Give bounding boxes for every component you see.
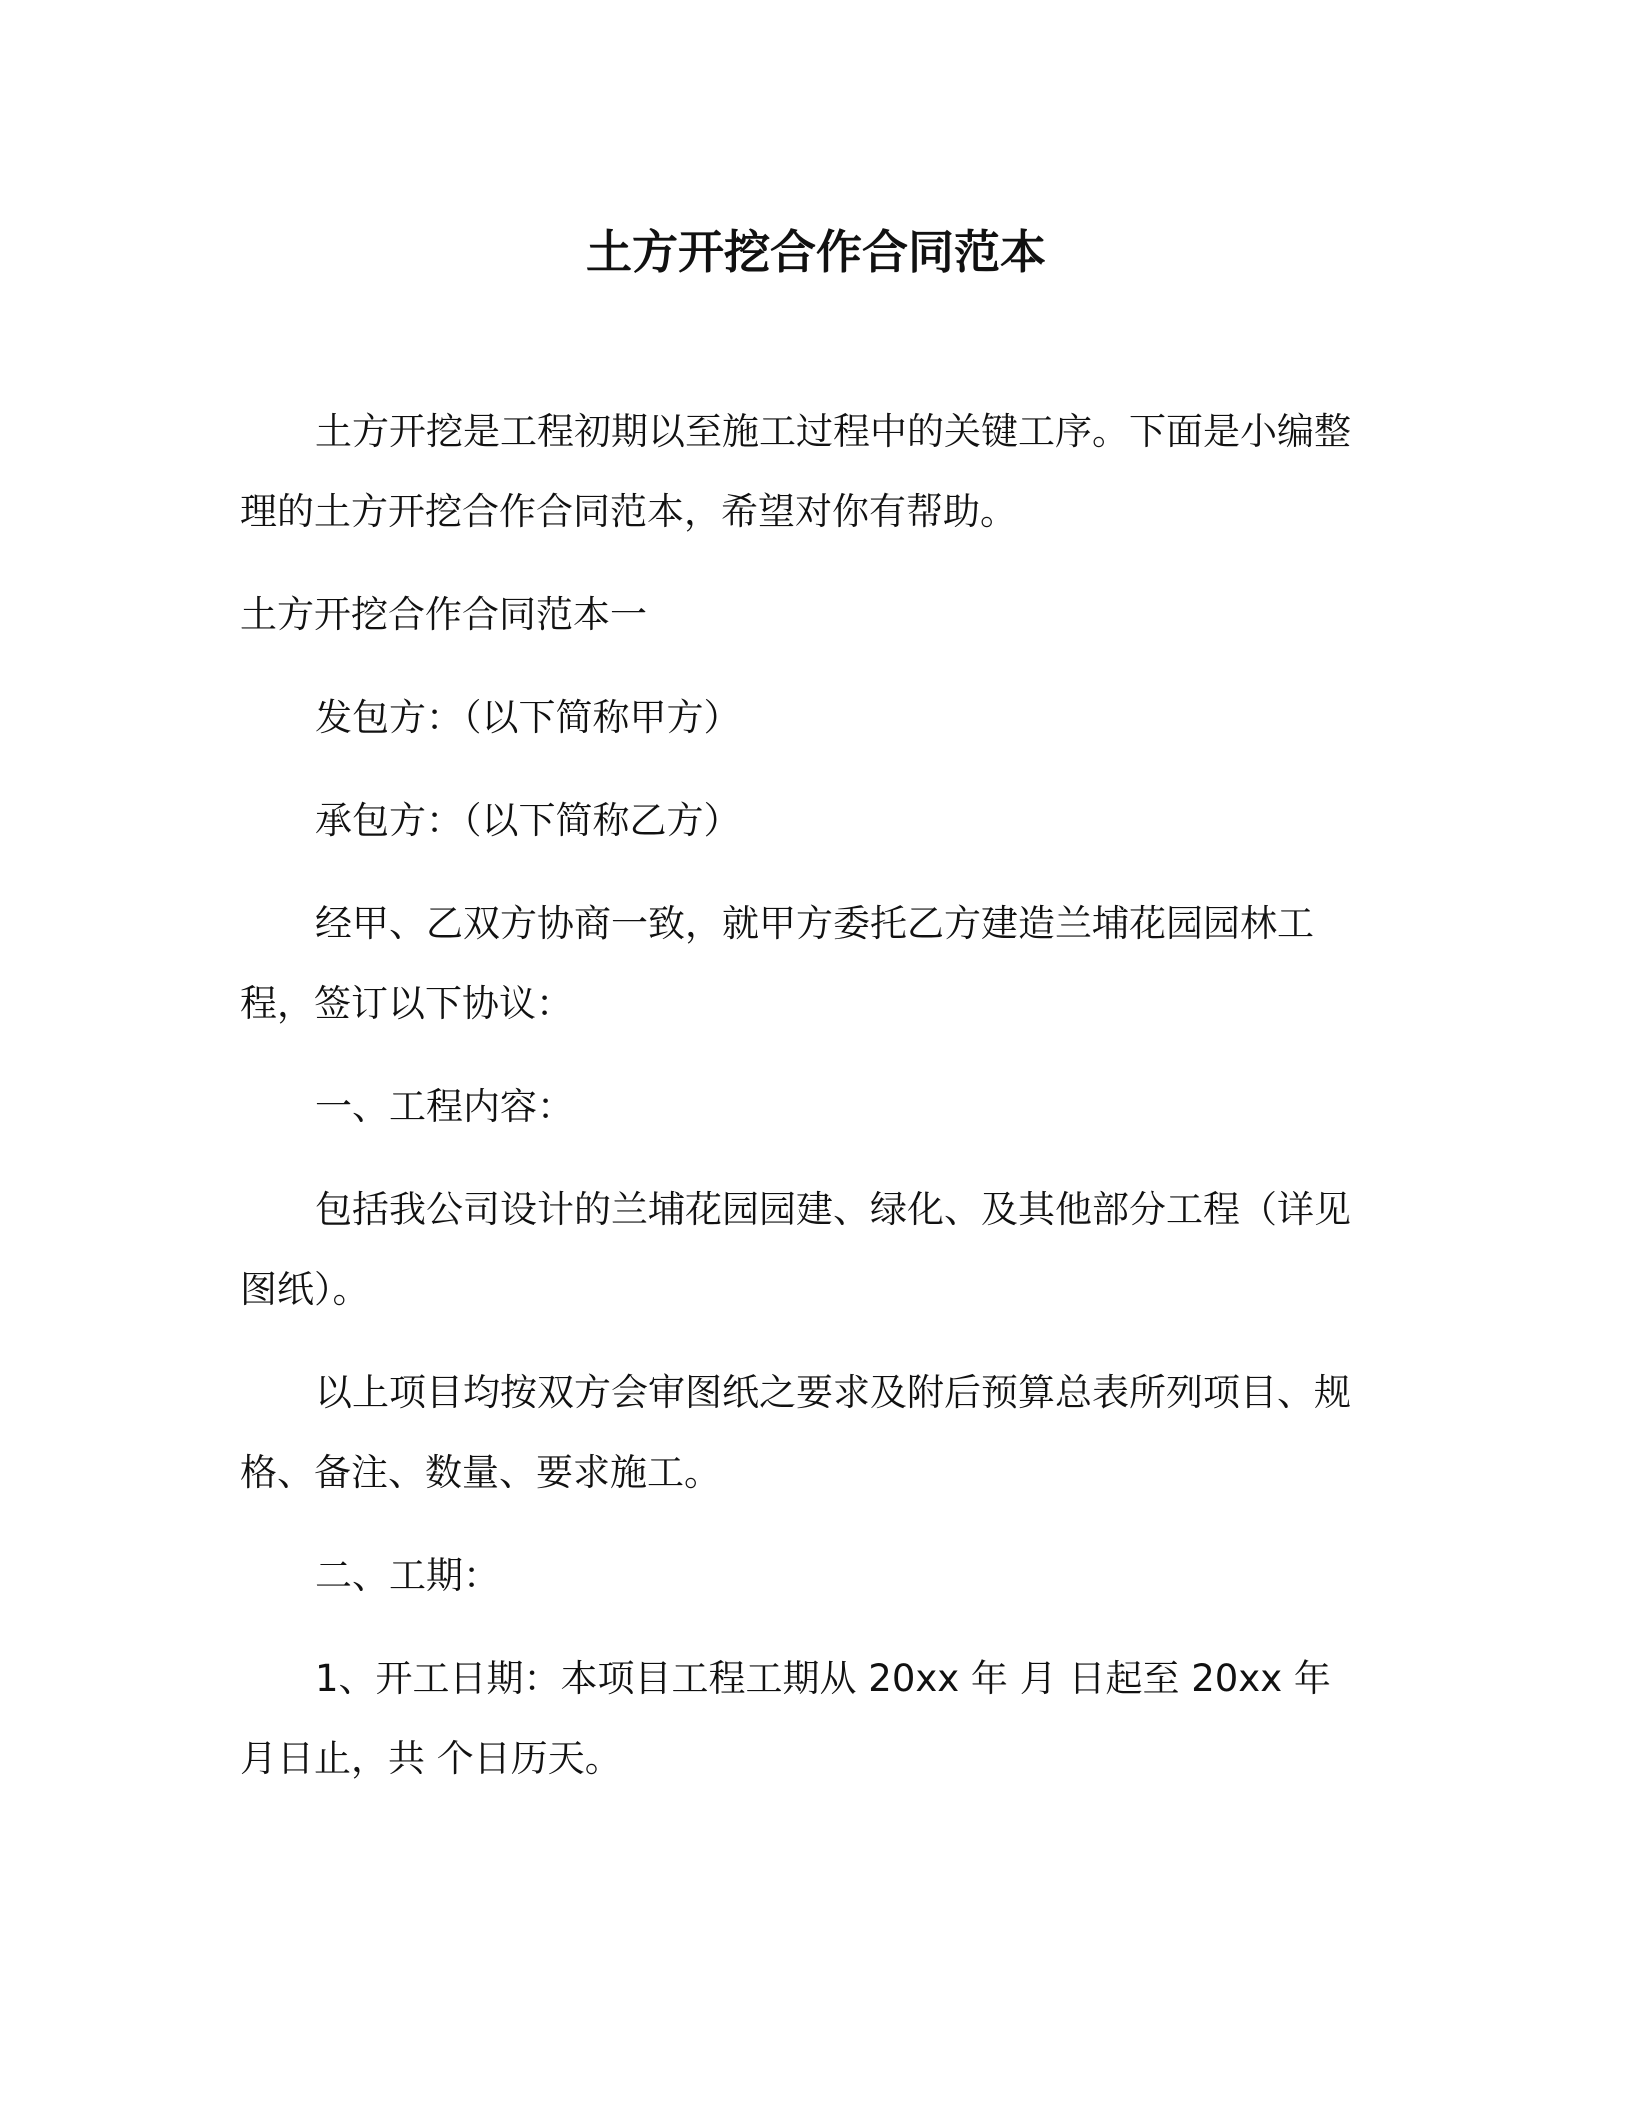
- document-title: 土方开挖合作合同范本: [586, 225, 1046, 279]
- paragraph-party-b: 承包方：（以下简称乙方）: [315, 799, 741, 842]
- paragraph-content-scope: 包括我公司设计的兰埔花园园建、绿化、及其他部分工程（详见图纸）。: [240, 1188, 1351, 1311]
- clause-heading-content: 一、工程内容：: [315, 1085, 574, 1128]
- paragraph-intro: 土方开挖是工程初期以至施工过程中的关键工序。下面是小编整理的土方开挖合作合同范本，希望对你有帮助。: [240, 410, 1351, 533]
- paragraph-start-date: 1、开工日期：本项目工程工期从 20xx 年 月 日起至 20xx 年 月日止，共 个日历天。: [240, 1657, 1331, 1780]
- paragraph-content-requirements: 以上项目均按双方会审图纸之要求及附后预算总表所列项目、规格、备注、数量、要求施工。: [240, 1371, 1351, 1494]
- section-heading: 土方开挖合作合同范本一: [240, 593, 647, 636]
- clause-heading-schedule: 二、工期：: [315, 1554, 500, 1597]
- document-body: [240, 392, 1376, 1822]
- paragraph-agreement: 经甲、乙双方协商一致，就甲方委托乙方建造兰埔花园园林工程，签订以下协议：: [240, 902, 1314, 1025]
- paragraph-party-a: 发包方：（以下简称甲方）: [315, 696, 741, 739]
